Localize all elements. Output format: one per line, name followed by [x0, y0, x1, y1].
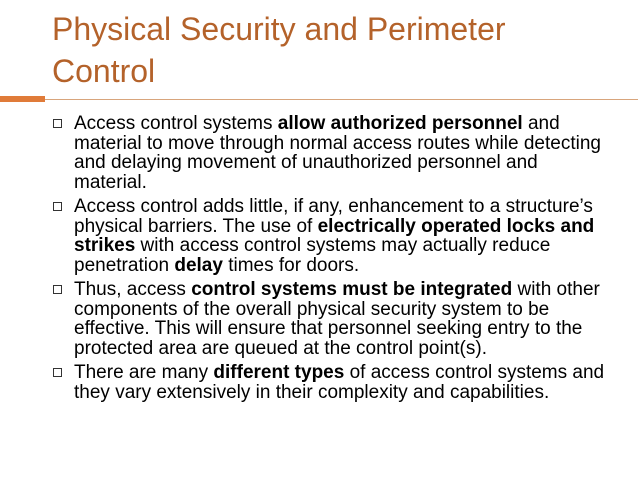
bullet-text-segment: There are many — [74, 362, 214, 383]
checkbox-square-icon — [53, 368, 62, 377]
bullet-text — [74, 279, 600, 359]
bullet-text-segment: with other components of the overall physical security system to be effective. This will ensure that personnel seeking entry to the protected area are queued at the control point(s). — [74, 279, 600, 359]
bullet-text — [74, 362, 604, 403]
slide-title: Physical Security and Perimeter Control — [52, 11, 506, 89]
bullet-list — [52, 114, 612, 407]
bullet-text — [74, 196, 594, 276]
checkbox-square-icon — [53, 202, 62, 211]
checkbox-square-icon — [53, 285, 62, 294]
bullet-text-bold: different types — [213, 362, 345, 383]
bullet-text-segment: times for doors. — [222, 254, 360, 276]
bullet-text — [74, 113, 601, 193]
bullet-text-segment: Thus, access — [74, 279, 192, 300]
title-accent-bar — [0, 96, 45, 102]
bullet-text-segment: Access control adds little, if any, enhancement to a structure’s physical barriers. The use of — [74, 196, 593, 237]
bullet-text-segment: and material to move through normal access routes while detecting and delaying movement of unauthorized personnel and material. — [74, 113, 601, 193]
bullet-text-segment: Access control systems — [74, 113, 278, 134]
bullet-text-segment: with access control systems may actually reduce penetration — [74, 235, 551, 276]
checkbox-square-icon — [53, 119, 62, 128]
bullet-text-bold: delay — [174, 254, 223, 276]
title-divider-line — [45, 99, 638, 100]
bullet-item — [52, 197, 612, 275]
bullet-item — [52, 363, 612, 402]
bullet-item — [52, 114, 612, 192]
bullet-text-bold: control systems must be integrated — [191, 279, 513, 300]
bullet-text-bold: allow authorized personnel — [277, 113, 523, 134]
bullet-item — [52, 280, 612, 358]
bullet-text-bold: electrically operated locks and strikes — [74, 215, 595, 256]
bullet-text-segment: of access control systems and they vary extensively in their complexity and capabilities. — [74, 362, 605, 403]
